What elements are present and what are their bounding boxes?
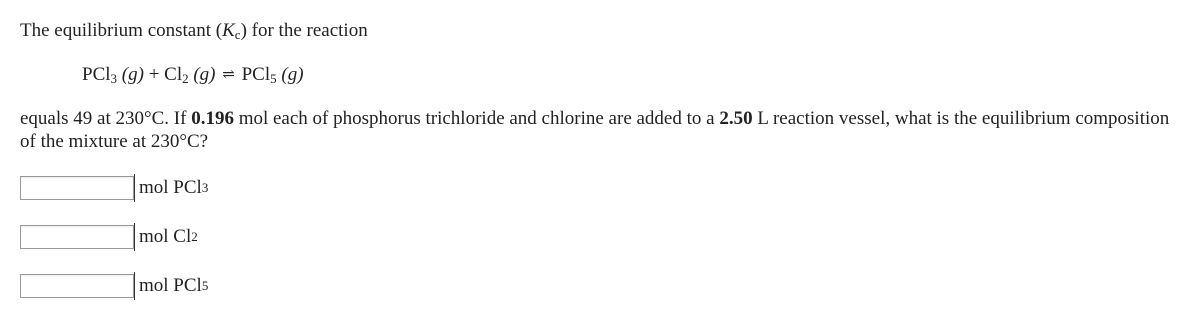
state-cl2: (g) (193, 64, 216, 85)
reactant-cl2: Cl (164, 64, 183, 85)
intro-text (20, 19, 368, 42)
pcl5-answer-input[interactable] (20, 274, 134, 298)
pcl5-unit-label: mol PCl 5 (134, 272, 208, 300)
pcl3-unit-text: mol PCl (139, 177, 202, 198)
reactant-cl2-subscript: 2 (182, 71, 189, 86)
cl2-answer-input[interactable] (20, 225, 134, 249)
product-pcl5-subscript: 5 (270, 71, 277, 86)
question-volume: 2.50 (719, 108, 753, 129)
intro-prefix: The equilibrium constant ( (20, 20, 223, 41)
state-pcl3: (g) (121, 64, 144, 85)
reaction-equation (82, 63, 304, 88)
answer-row-cl2 (20, 223, 198, 251)
equilibrium-arrow-icon: ⇌ (222, 67, 235, 83)
cl2-unit-label: mol Cl 2 (134, 223, 198, 251)
question-part1: equals 49 at 230°C. If (20, 108, 192, 129)
kc-subscript: c (234, 27, 241, 42)
question-part3: L reaction vessel, what is the equilibrium composition of the mixture at 230°C? (20, 108, 1170, 152)
state-pcl5: (g) (281, 64, 304, 85)
pcl3-answer-input[interactable] (20, 176, 134, 200)
plus-sign: + (148, 64, 160, 85)
kc-symbol: K (222, 20, 235, 41)
question-text (20, 107, 1180, 153)
pcl5-unit-text: mol PCl (139, 275, 202, 296)
answer-row-pcl3 (20, 174, 208, 202)
intro-suffix: ) for the reaction (240, 20, 368, 41)
reactant-pcl3: PCl (82, 64, 111, 85)
reactant-pcl3-subscript: 3 (110, 71, 118, 86)
question-amount: 0.196 (191, 108, 234, 129)
product-pcl5: PCl (241, 64, 271, 85)
cl2-unit-text: mol Cl (139, 226, 192, 247)
answer-row-pcl5 (20, 272, 208, 300)
pcl3-unit-label: mol PCl 3 (134, 174, 208, 202)
question-part2: mol each of phosphorus trichloride and chlorine are added to a (233, 108, 720, 129)
